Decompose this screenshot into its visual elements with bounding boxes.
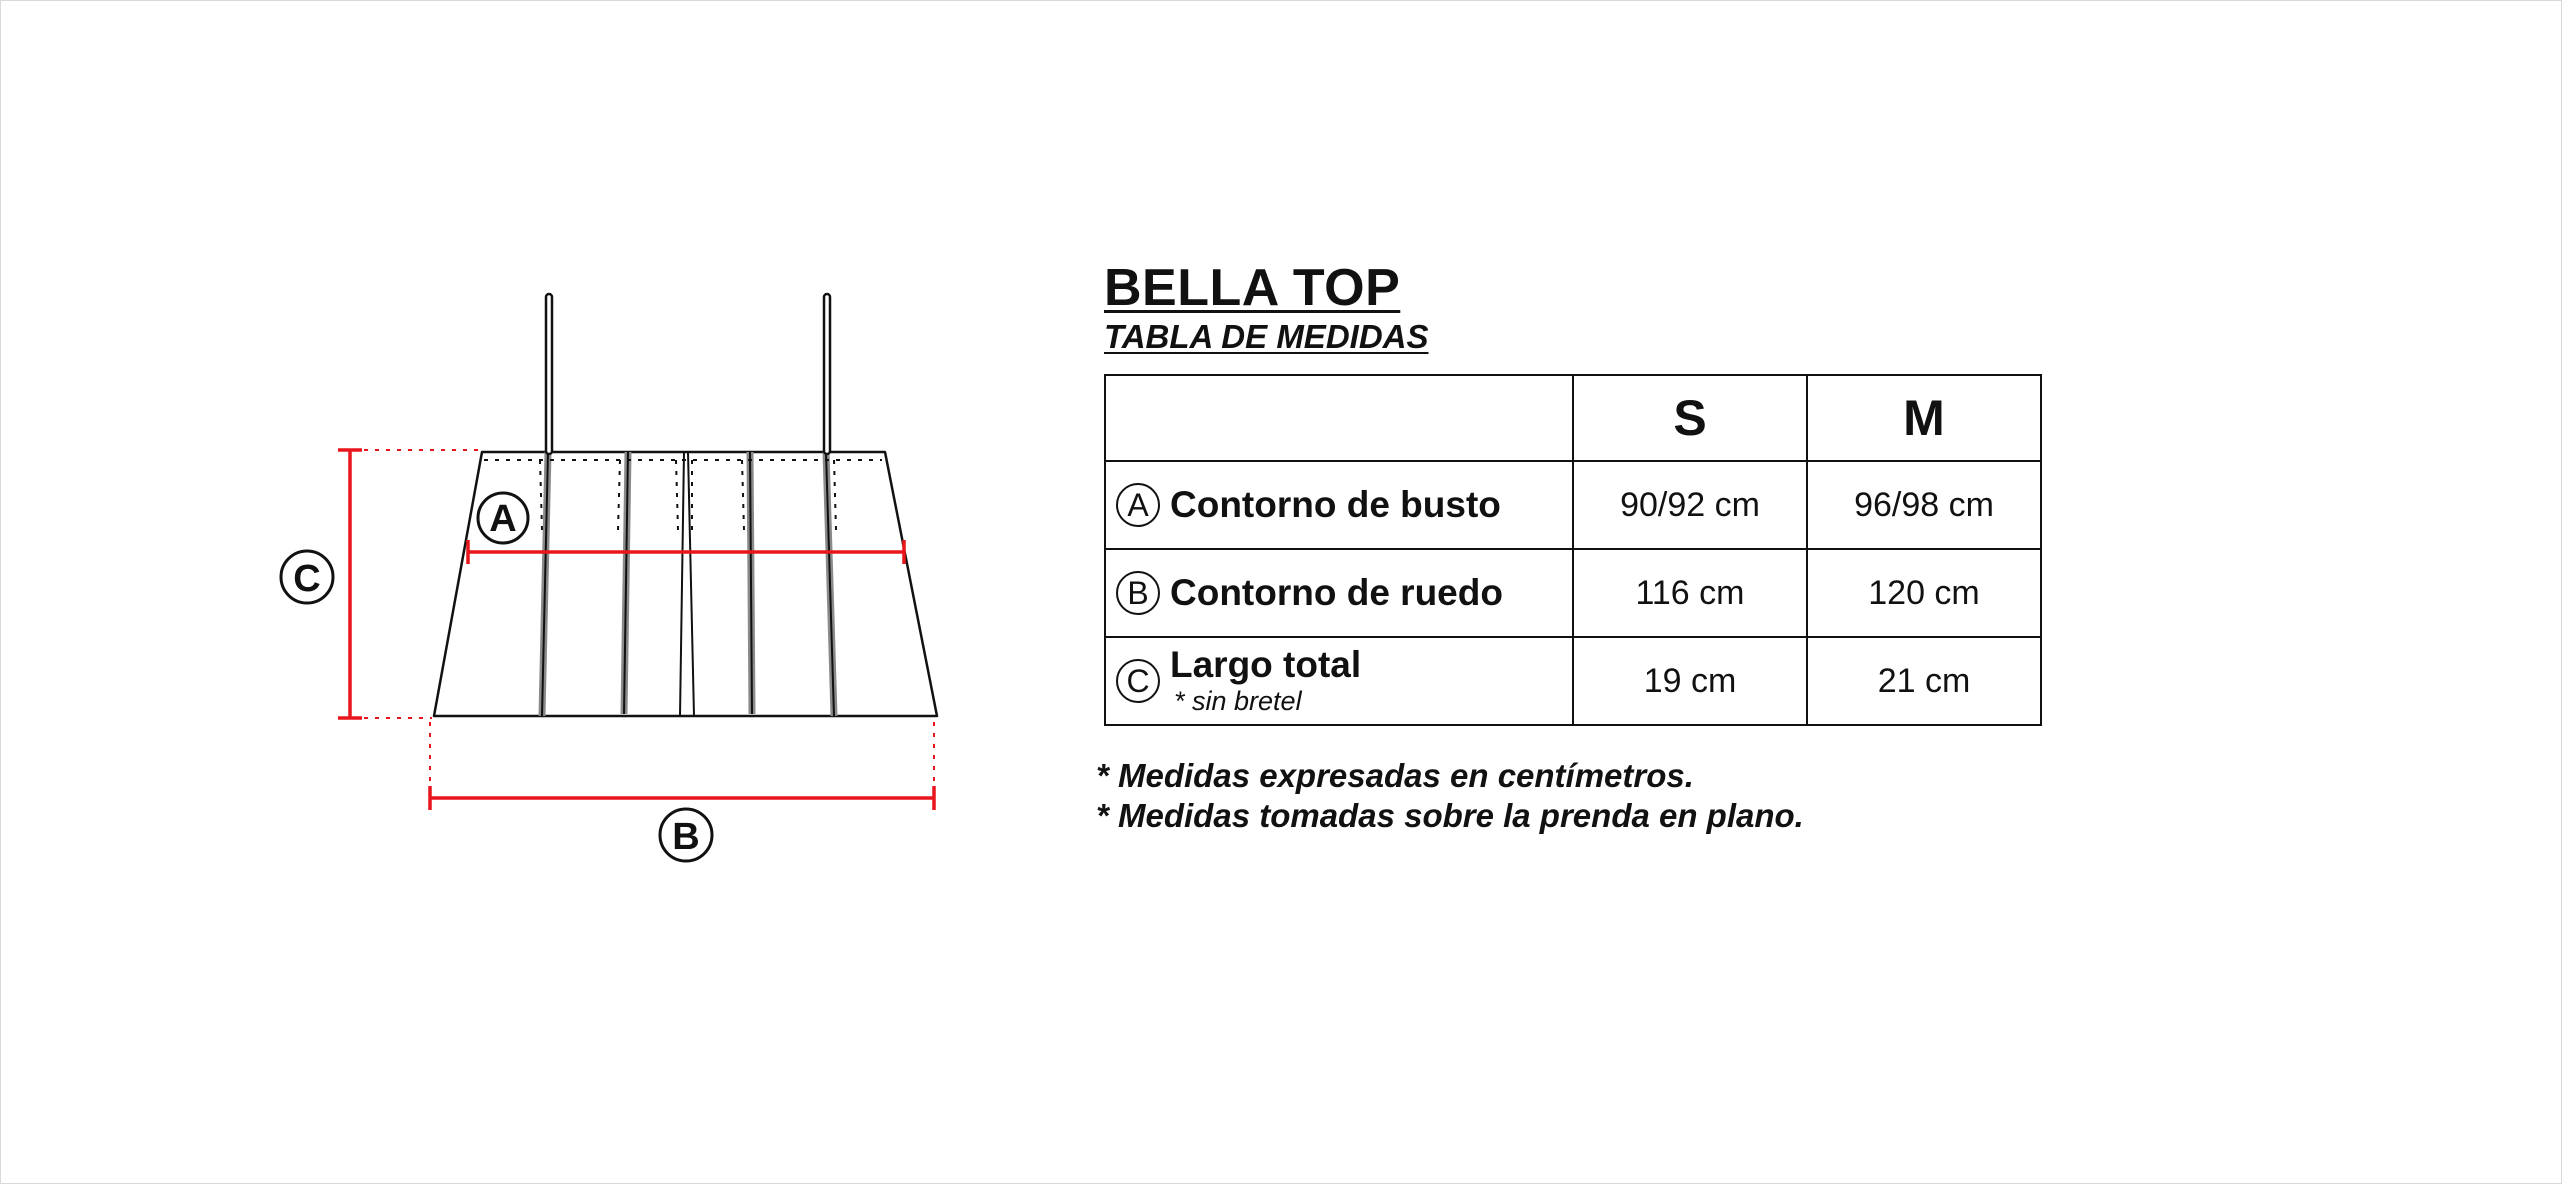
measure-b-line xyxy=(430,786,934,810)
value-cell-s: 90/92 cm xyxy=(1573,461,1807,549)
footnote: * Medidas tomadas sobre la prenda en plano. xyxy=(1096,797,1804,834)
straps xyxy=(546,294,830,454)
row-label-cell xyxy=(1105,461,1573,549)
garment-diagram xyxy=(0,0,1060,1184)
table-row xyxy=(1105,637,2041,725)
row-label: Contorno de ruedo xyxy=(1170,572,1503,613)
badge-b xyxy=(660,809,712,861)
size-table xyxy=(1104,374,2042,726)
footnotes xyxy=(1096,756,1804,836)
row-badge: C xyxy=(1116,659,1160,703)
row-label: Largo total xyxy=(1170,644,1362,686)
value-cell-m: 21 cm xyxy=(1807,637,2041,725)
row-label-cell xyxy=(1105,637,1573,725)
page-subtitle: TABLA DE MEDIDAS xyxy=(1104,318,1429,355)
row-note: * sin bretel xyxy=(1174,686,1302,717)
table-row xyxy=(1105,549,2041,637)
size-header-s: S xyxy=(1573,375,1807,461)
garment-outline xyxy=(434,452,937,716)
empty-header-cell xyxy=(1105,375,1573,461)
size-header-row xyxy=(1105,375,2041,461)
size-header-m: M xyxy=(1807,375,2041,461)
badge-c-text: C xyxy=(293,558,321,600)
badge-a-text: A xyxy=(489,498,517,540)
badge-b-text: B xyxy=(672,816,700,858)
value-cell-s: 116 cm xyxy=(1573,549,1807,637)
measure-b-guides xyxy=(430,722,934,790)
row-label-cell xyxy=(1105,549,1573,637)
row-badge: B xyxy=(1116,571,1160,615)
value-cell-m: 120 cm xyxy=(1807,549,2041,637)
footnote: * Medidas expresadas en centímetros. xyxy=(1096,757,1694,794)
row-label: Contorno de busto xyxy=(1170,484,1501,525)
value-cell-s: 19 cm xyxy=(1573,637,1807,725)
badge-a xyxy=(478,493,528,543)
badge-c xyxy=(281,551,333,603)
page-title: BELLA TOP xyxy=(1104,259,1401,317)
measure-c-line xyxy=(338,450,362,718)
value-cell-m: 96/98 cm xyxy=(1807,461,2041,549)
table-row xyxy=(1105,461,2041,549)
row-badge: A xyxy=(1116,483,1160,527)
